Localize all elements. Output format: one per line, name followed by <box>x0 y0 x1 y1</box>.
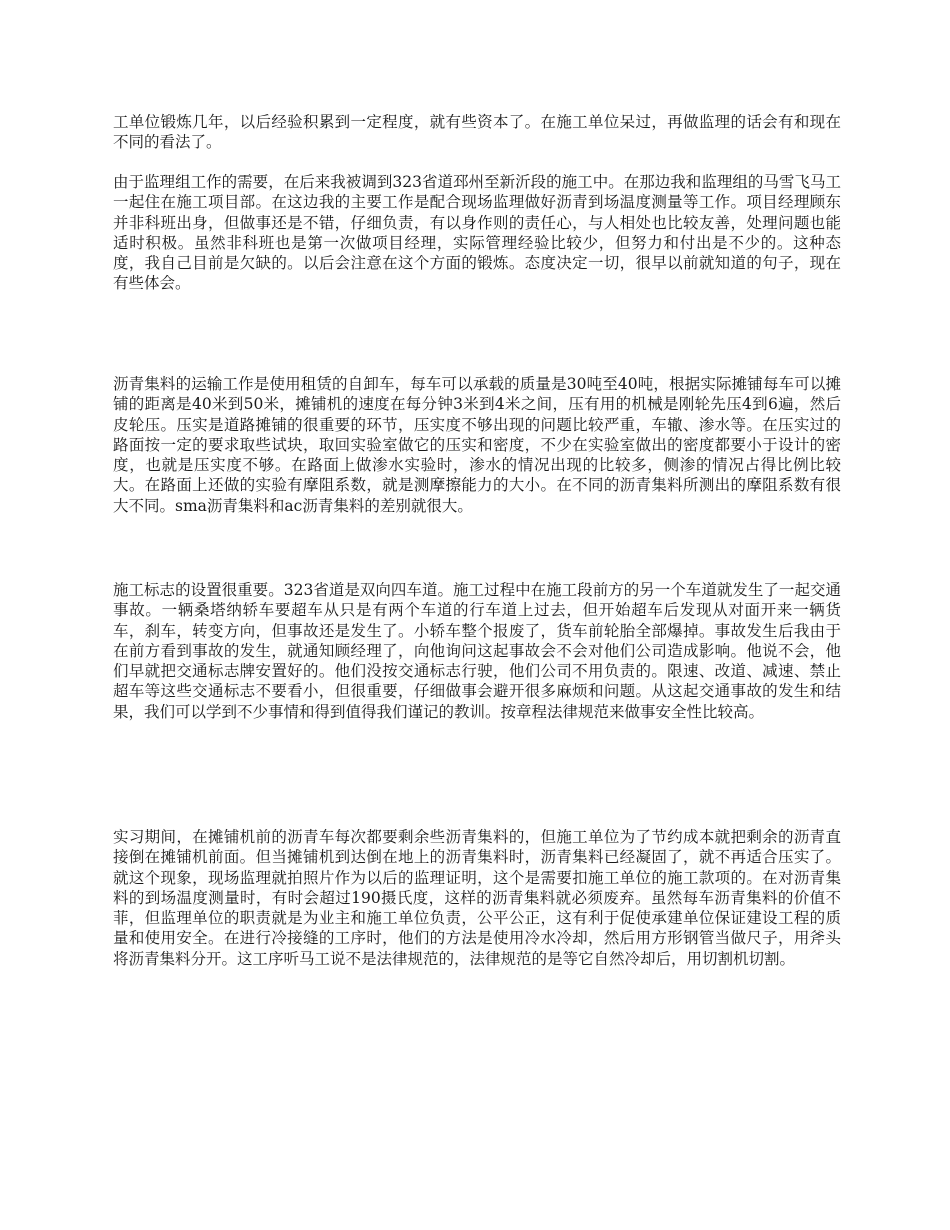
paragraph-2: 由于监理组工作的需要，在后来我被调到323省道邳州至新沂段的施工中。在那边我和监理组的马雪飞马工一起住在施工项目部。在这边我的主要工作是配合现场监理做好沥青到场温度测量等工作。项目经理顾东并非科班出身，但做事还是不错，仔细负责，有以身作则的责任心，与人相处也比较友善，处理问题也能适时积极。虽然非科班也是第一次做项目经理，实际管理经验比较少，但努力和付出是不少的。这种态度，我自己目前是欠缺的。以后会注意在这个方面的锻炼。态度决定一切，很早以前就知道的句子，现在有些体会。 <box>113 173 841 293</box>
paragraph-5: 实习期间，在摊铺机前的沥青车每次都要剩余些沥青集料的，但施工单位为了节约成本就把剩余的沥青直接倒在摊铺机前面。但当摊铺机到达倒在地上的沥青集料时，沥青集料已经凝固了，就不再适合压实了。就这个现象，现场监理就拍照片作为以后的监理证明，这个是需要扣施工单位的施工款项的。在对沥青集料的到场温度测量时，有时会超过190摄氏度，这样的沥青集料就必须废弃。虽然每车沥青集料的价值不菲，但监理单位的职责就是为业主和施工单位负责，公平公正，这有利于促使承建单位保证建设工程的质量和使用安全。在进行冷接缝的工序时，他们的方法是使用冷水冷却，然后用方形钢管当做尺子，用斧头将沥青集料分开。这工序听马工说不是法律规范的，法律规范的是等它自然冷却后，用切割机切割。 <box>113 828 841 968</box>
paragraph-1: 工单位锻炼几年，以后经验积累到一定程度，就有些资本了。在施工单位呆过，再做监理的话会有和现在不同的看法了。 <box>113 113 841 152</box>
paragraph-4: 施工标志的设置很重要。323省道是双向四车道。施工过程中在施工段前方的另一个车道就发生了一起交通事故。一辆桑塔纳轿车要超车从只是有两个车道的行车道上过去，但开始超车后发现从对面开来一辆货车，刹车，转变方向，但事故还是发生了。小轿车整个报废了，货车前轮胎全部爆掉。事故发生后我由于在前方看到事故的发生，就通知顾经理了，向他询问这起事故会不会对他们公司造成影响。他说不会，他们早就把交通标志牌安置好的。他们没按交通标志行驶，他们公司不用负责的。限速、改道、减速、禁止超车等这些交通标志不要看小，但很重要，仔细做事会避开很多麻烦和问题。从这起交通事故的发生和结果，我们可以学到不少事情和得到值得我们谨记的教训。按章程法律规范来做事安全性比较高。 <box>113 581 841 721</box>
paragraph-3: 沥青集料的运输工作是使用租赁的自卸车，每车可以承载的质量是30吨至40吨，根据实际摊铺每车可以摊铺的距离是40米到50米，摊铺机的速度在每分钟3米到4米之间，压有用的机械是刚轮先压4到6遍，然后皮轮压。压实是道路摊铺的很重要的环节，压实度不够出现的问题比较严重，车辙、渗水等。在压实过的路面按一定的要求取些试块，取回实验室做它的压实和密度，不少在实验室做出的密度都要小于设计的密度，也就是压实度不够。在路面上做渗水实验时，渗水的情况出现的比较多，侧渗的情况占得比例比较大。在路面上还做的实验有摩阻系数，就是测摩擦能力的大小。在不同的沥青集料所测出的摩阻系数有很大不同。sma沥青集料和ac沥青集料的差别就很大。 <box>113 375 841 515</box>
